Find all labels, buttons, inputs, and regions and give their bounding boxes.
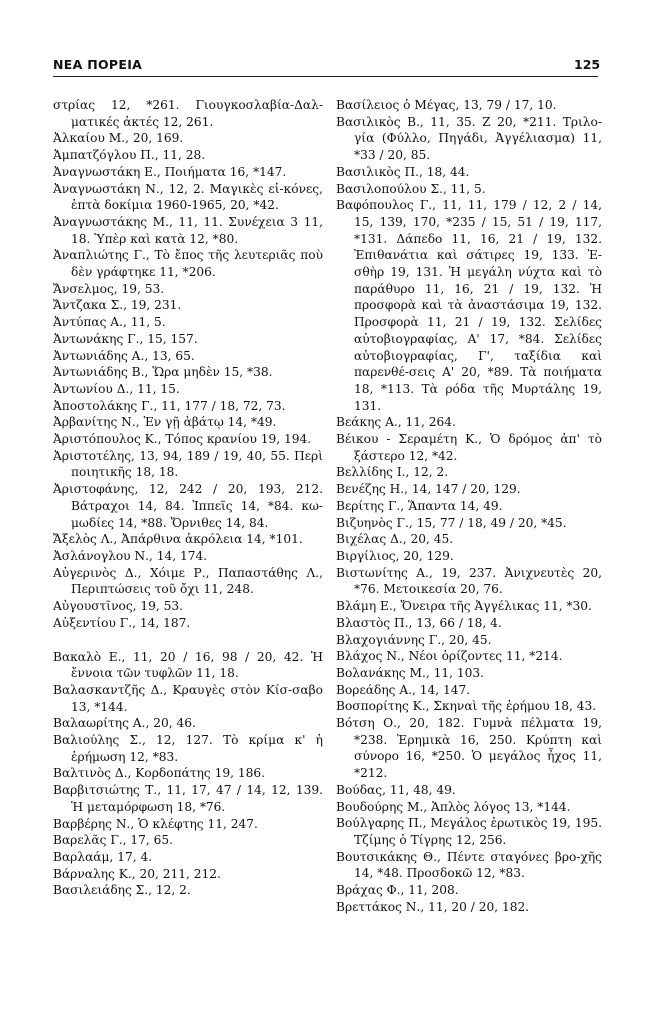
index-entry: Βασιλικὸς Π., 18, 44. [336, 164, 470, 179]
index-entry: Ἀντωνάκης Γ., 15, 157. [53, 331, 198, 346]
index-entry: Βαρβέρης Ν., Ὁ κλέφτης 11, 247. [53, 816, 258, 831]
index-entry: Βλάχος Ν., Νέοι ὁρίζοντες 11, *214. [336, 649, 563, 664]
index-entry: Ἀσλάνογλου Ν., 14, 174. [53, 548, 208, 563]
index-entry: Βορεάδης Α., 14, 147. [336, 682, 471, 697]
index-entry: Ἀποστολάκης Γ., 11, 177 / 18, 72, 73. [53, 398, 286, 413]
index-entry: Ἀντύπας Α., 11, 5. [53, 315, 166, 330]
index-entry: Αὐξεντίου Γ., 14, 187. [53, 615, 191, 630]
index-entry: Ἀντωνιάδης Α., 13, 65. [53, 348, 195, 363]
index-entry: Βεάκης Α., 11, 264. [336, 415, 456, 430]
index-entry: Βότση Ο., 20, 182. Γυμνὰ πέλματα 19, *238. Ἐρημικὰ 16, 250. Κρύπτη καὶ σύνορο 16, *250. Ὁ μεγάλος ἦχος 11, *212. [336, 716, 602, 781]
running-head-title: ΝΕΑ ΠΟΡΕΙΑ [53, 57, 143, 72]
index-entry: Ἀναπλιώτης Γ., Τὸ ἔπος τῆς λευτεριᾶς ποὺ δὲν γράφτηκε 11, *206. [53, 248, 323, 280]
index-entry: Ἀριστοτέλης, 13, 94, 189 / 19, 40, 55. Περὶ ποιητικῆς 18, 18. [53, 448, 323, 480]
index-entry: Ἀντωνιάδης Β., Ὥρα μηδὲν 15, *38. [53, 365, 273, 380]
index-entry: Ἀναγνωστάκη Ε., Ποιήματα 16, *147. [53, 164, 287, 179]
page-number: 125 [574, 57, 601, 72]
index-entry: Βαρελᾶς Γ., 17, 65. [53, 833, 174, 848]
index-entry: Ἀρβανίτης Ν., Ἐν γῇ ἀβάτῳ 14, *49. [53, 415, 277, 430]
index-entry: Βλάμη Ε., Ὄνειρα τῆς Ἀγγέλικας 11, *30. [336, 599, 592, 614]
index-entry: Βουτσικάκης Θ., Πέντε σταγόνες βρο-χῆς 14, *48. Προσδοκῶ 12, *83. [336, 849, 602, 881]
index-entry: Βούδας, 11, 48, 49. [336, 782, 456, 797]
index-column-right [336, 97, 602, 915]
index-entry: Ἀμπατζόγλου Π., 11, 28. [53, 148, 206, 163]
index-entry: Βασιλικὸς Β., 11, 35. Ζ 20, *211. Τριλο-γία (Φύλλο, Πηγάδι, Ἀγγέλιασμα) 11, *33 / 20, 85. [336, 114, 602, 163]
index-column-left [53, 97, 323, 899]
index-entry: Ἀριστόπουλος Κ., Τόπος κρανίου 19, 194. [53, 432, 312, 447]
index-entry: Βρεττάκος Ν., 11, 20 / 20, 182. [336, 899, 530, 914]
index-entry: Ἀναγνωστάκη Ν., 12, 2. Μαγικὲς εἰ-κόνες, ἑπτὰ δοκίμια 1960-1965, 20, *42. [53, 181, 323, 213]
index-entry: Βαλιούλης Σ., 12, 127. Τὸ κρίμα κ' ἡ ἐρήμωση 12, *83. [53, 733, 323, 764]
index-entry: Βαρλαάμ, 17, 4. [53, 849, 153, 864]
index-entry: Βασιλειάδης Σ., 12, 2. [53, 883, 191, 898]
index-entry: Ἀριστοφάνης, 12, 242 / 20, 193, 212. Βάτραχοι 14, 84. Ἱππεῖς 14, *84. κω-μωδίες 14, *88. Ὄρνιθες 14, 84. [53, 482, 323, 530]
index-entry: Βουδούρης Μ., Ἁπλὸς λόγος 13, *144. [336, 799, 571, 814]
index-entry: Βολανάκης Μ., 11, 103. [336, 665, 484, 680]
section-gap [53, 632, 323, 649]
index-entry: Αὐγουστῖνος, 19, 53. [53, 599, 184, 614]
index-entry: Βενέζης Η., 14, 147 / 20, 129. [336, 482, 521, 497]
header-rule [53, 76, 598, 77]
index-entry: Βελλίδης Ι., 12, 2. [336, 465, 449, 480]
index-entry: Βιργίλιος, 20, 129. [336, 548, 454, 563]
index-entry: Βλαχογιάννης Γ., 20, 45. [336, 632, 492, 647]
index-entry: Βάρναλης Κ., 20, 211, 212. [53, 866, 221, 881]
index-entry: Βράχας Φ., 11, 208. [336, 883, 459, 898]
index-entry: Αὐγερινὸς Δ., Χόιμε Ρ., Παπαστάθης Λ., Περιπτώσεις τοῦ ὄχι 11, 248. [53, 565, 323, 597]
index-entry: Ἀναγνωστάκης Μ., 11, 11. Συνέχεια 3 11, 18. Ὑπὲρ καὶ κατὰ 12, *80. [53, 214, 323, 246]
index-entry: Βιζυηνὸς Γ., 15, 77 / 18, 49 / 20, *45. [336, 515, 567, 530]
index-entry: Βιστωνίτης Α., 19, 237. Ἀνιχνευτὲς 20, *76. Μετοικεσία 20, 76. [336, 565, 602, 597]
index-entry: Βοσπορίτης Κ., Σκηναὶ τῆς ἐρήμου 18, 43. [336, 699, 597, 714]
index-entry: Βέικου - Σεραμέτη Κ., Ὁ δρόμος ἀπ' τὸ ξάστερο 12, *42. [336, 432, 602, 463]
index-entry: Ἄξελὸς Λ., Ἀπάρθινα ἀκρόλεια 14, *101. [53, 532, 303, 547]
index-entry: Ἄντζακα Σ., 19, 231. [53, 298, 182, 313]
index-entry: Βαλτινὸς Δ., Κορδοπάτης 19, 186. [53, 766, 265, 781]
index-entry: Βλαστὸς Π., 13, 66 / 18, 4. [336, 615, 502, 630]
index-entry: Βαλαωρίτης Α., 20, 46. [53, 716, 196, 731]
index-entry: Βαρβιτσιώτης Τ., 11, 17, 47 / 14, 12, 139. Ἡ μεταμόρφωση 18, *76. [53, 783, 323, 814]
index-entry: Βιχέλας Δ., 20, 45. [336, 532, 454, 547]
index-entry: Βερίτης Γ., Ἅπαντα 14, 49. [336, 498, 503, 513]
index-entry: Βασιλοπούλου Σ., 11, 5. [336, 181, 486, 196]
index-entry: Βούλγαρης Π., Μεγάλος ἐρωτικὸς 19, 195. Τζίμης ὁ Τίγρης 12, 256. [336, 816, 602, 847]
index-entry: Ἀλκαίου Μ., 20, 169. [53, 131, 184, 146]
index-entry: Βασίλειος ὁ Μέγας, 13, 79 / 17, 10. [336, 98, 557, 112]
index-entry: Βακαλὸ Ε., 11, 20 / 16, 98 / 20, 42. Ἡ ἔννοια τῶν τυφλῶν 11, 18. [53, 649, 323, 681]
index-entry: Βαλασκαντζῆς Δ., Κραυγὲς στὸν Κίσ-σαβο 13, *144. [53, 682, 323, 714]
index-entry: Ἀντωνίου Δ., 11, 15. [53, 381, 180, 396]
index-entry: Ἄνσελμος, 19, 53. [53, 281, 165, 296]
index-entry: Βαφόπουλος Γ., 11, 11, 179 / 12, 2 / 14, 15, 139, 170, *235 / 15, 51 / 19, 117, *131. Δάπεδο 11, 16, 21 / 19, 132. Ἐπιθανάτια καὶ σάτιρες 19, 133. Ἐ-σθὴρ 19, 131. Ἡ μεγάλη νύχτα καὶ τὸ παράθυρο 11, 16, 21 / 19, 132. Ἡ προσφορὰ καὶ τὰ ἀναστάσιμα 19, 132. Προσφορὰ 11, 21 / 19, 132. Σελίδες αὐτοβιογραφίας, Α' 17, *84. Σελίδες αὐτοβιογραφίας, Γ', ταξίδια καὶ παρενθέ-σεις Α' 20, *89. Τὰ ποιήματα 18, *113. Τὰ ρόδα τῆς Μυρτάλης 19, 131. [336, 198, 602, 413]
index-entry: στρίας 12, *261. Γιουγκοσλαβία-Δαλ-ματικές ἀκτές 12, 261. [53, 98, 323, 129]
